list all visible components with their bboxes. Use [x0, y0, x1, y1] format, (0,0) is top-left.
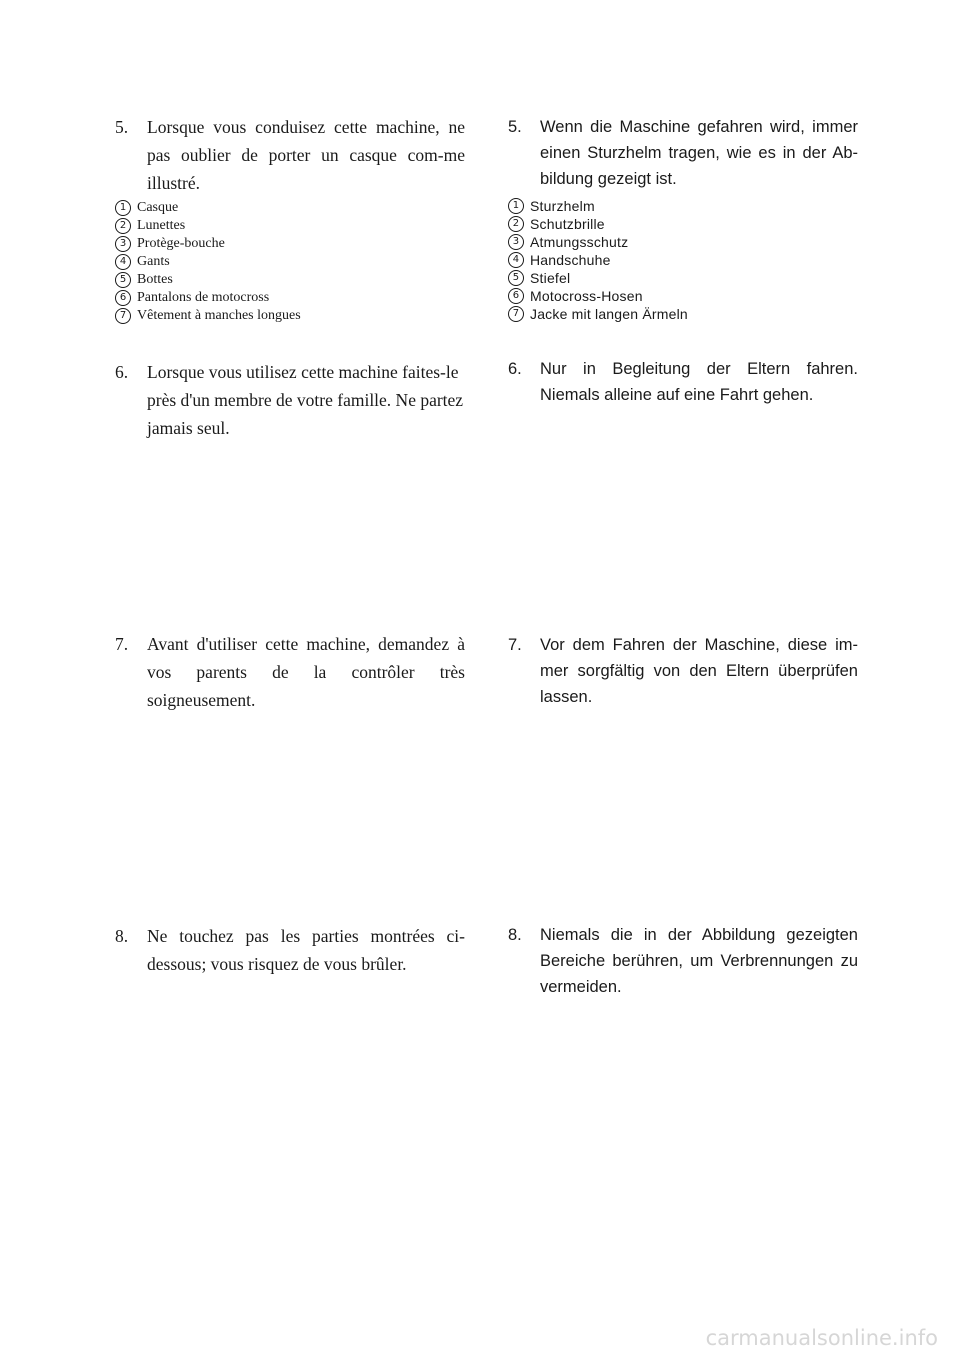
fr-item-6 [115, 358, 465, 442]
fr-item-7 [115, 630, 465, 714]
de-legend-label: Stiefel [530, 270, 571, 286]
circled-number-icon: 3 [508, 234, 524, 250]
de-item-7-number: 7. [508, 636, 522, 654]
fr-item-6-number: 6. [115, 362, 129, 382]
fr-legend-label: Gants [137, 254, 170, 269]
de-legend-item [508, 251, 858, 269]
watermark: carmanualsonline.info [705, 1326, 938, 1350]
de-legend-item [508, 215, 858, 233]
fr-item-8 [115, 922, 465, 978]
circled-number-icon: 5 [508, 270, 524, 286]
fr-item-5 [115, 113, 465, 197]
de-legend-label: Handschuhe [530, 252, 611, 268]
de-item-7 [508, 632, 858, 710]
de-item-6-number: 6. [508, 360, 522, 378]
de-legend-label: Atmungsschutz [530, 234, 629, 250]
fr-legend-item [115, 235, 465, 253]
de-item-5 [508, 114, 858, 192]
de-legend-label: Jacke mit langen Ärmeln [530, 306, 688, 322]
de-item-8 [508, 922, 858, 1000]
circled-number-icon: 7 [508, 306, 524, 322]
fr-legend-label: Protège-bouche [137, 236, 225, 251]
fr-legend-label: Bottes [137, 272, 173, 287]
circled-number-icon: 2 [115, 218, 131, 234]
circled-number-icon: 3 [115, 236, 131, 252]
fr-item-7-text: Avant d'utiliser cette machine, demandez à vos parents de la contrôler très soigneusement. [147, 634, 465, 710]
de-legend-label: Motocross-Hosen [530, 288, 643, 304]
circled-number-icon: 2 [508, 216, 524, 232]
fr-legend-label: Vêtement à manches longues [137, 308, 301, 323]
fr-legend-item [115, 217, 465, 235]
circled-number-icon: 6 [115, 290, 131, 306]
de-legend-item [508, 233, 858, 251]
fr-legend [115, 199, 465, 325]
de-item-8-text: Niemals die in der Abbildung gezeigten Bereiche berühren, um Verbrennungen zu vermeiden. [540, 926, 858, 996]
fr-legend-label: Casque [137, 200, 179, 215]
circled-number-icon: 1 [508, 198, 524, 214]
circled-number-icon: 7 [115, 308, 131, 324]
de-legend-label: Sturzhelm [530, 198, 595, 214]
de-legend-item [508, 305, 858, 323]
de-legend-item [508, 197, 858, 215]
fr-legend-item [115, 199, 465, 217]
de-legend [508, 197, 858, 323]
circled-number-icon: 1 [115, 200, 131, 216]
fr-item-7-number: 7. [115, 634, 129, 654]
de-item-7-text: Vor dem Fahren der Maschine, diese im-mer sorgfältig von den Eltern überprüfen lassen. [540, 636, 858, 706]
fr-legend-label: Lunettes [137, 218, 186, 233]
fr-legend-item [115, 253, 465, 271]
de-item-8-number: 8. [508, 926, 522, 944]
de-item-5-number: 5. [508, 118, 522, 136]
fr-item-5-number: 5. [115, 117, 129, 137]
de-item-6 [508, 356, 858, 408]
de-legend-item [508, 269, 858, 287]
circled-number-icon: 4 [508, 252, 524, 268]
fr-item-8-text: Ne touchez pas les parties montrées ci-dessous; vous risquez de vous brûler. [147, 926, 465, 974]
de-item-6-text: Nur in Begleitung der Eltern fahren. Niemals alleine auf eine Fahrt gehen. [540, 360, 858, 404]
fr-legend-item [115, 307, 465, 325]
circled-number-icon: 6 [508, 288, 524, 304]
fr-item-5-text: Lorsque vous conduisez cette machine, ne pas oublier de porter un casque com-me illustré. [147, 117, 465, 193]
de-legend-label: Schutzbrille [530, 216, 605, 232]
circled-number-icon: 5 [115, 272, 131, 288]
fr-legend-label: Pantalons de motocross [137, 290, 270, 305]
de-legend-item [508, 287, 858, 305]
fr-item-6-text: Lorsque vous utilisez cette machine faites-le près d'un membre de votre famille. Ne partez jamais seul. [147, 362, 464, 438]
fr-legend-item [115, 271, 465, 289]
circled-number-icon: 4 [115, 254, 131, 270]
de-item-5-text: Wenn die Maschine gefahren wird, immer einen Sturzhelm tragen, wie es in der Ab-bildung gezeigt ist. [540, 118, 858, 188]
fr-legend-item [115, 289, 465, 307]
fr-item-8-number: 8. [115, 926, 129, 946]
